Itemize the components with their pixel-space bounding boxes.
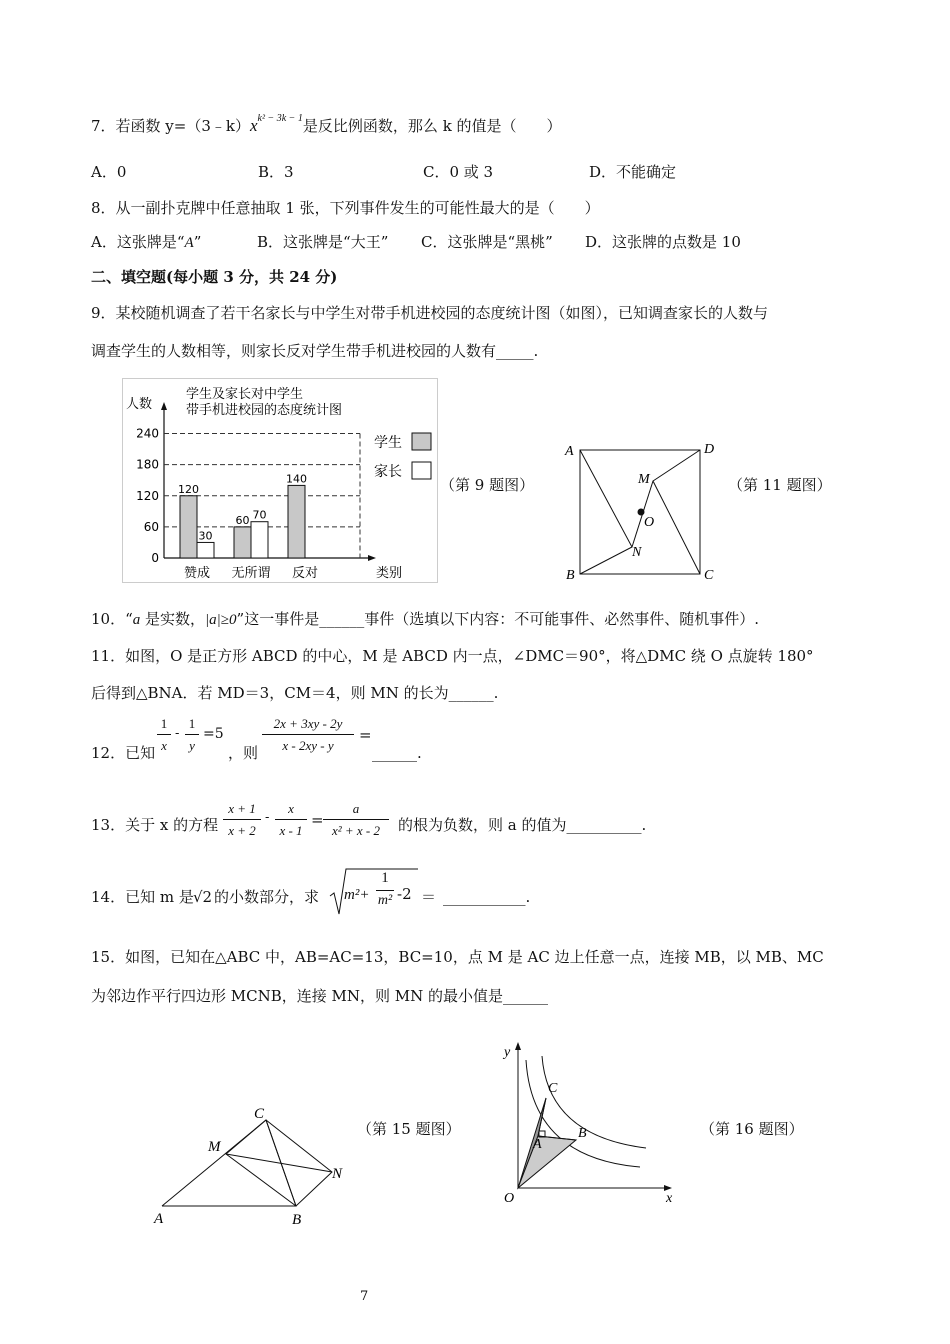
q13-frac3-bar <box>323 819 389 820</box>
label-o: O <box>504 1191 515 1206</box>
label-b: B <box>292 1212 302 1228</box>
label-n: N <box>632 545 642 560</box>
fig9-caption: （第 9 题图） <box>440 476 535 494</box>
label-b: B <box>566 568 575 583</box>
q13-frac1-num: x + 1 <box>228 801 256 816</box>
q7-base: x <box>250 116 258 135</box>
q11-line1: 11．如图，O 是正方形 ABCD 的中心，M 是 ABCD 内一点，∠DMC＝90°，将△DMC 绕 O 点旋转 180° <box>91 647 814 665</box>
chart-data-label: 120 <box>178 482 199 496</box>
chart-x-tick-label: 赞成 <box>183 566 211 581</box>
q14-expr-a-text: m²+ <box>344 887 370 903</box>
q14-frac-num: 1 <box>381 870 389 886</box>
q12-eq: = <box>359 726 372 744</box>
q7-stem <box>91 113 562 136</box>
q7-stem-a: 7．若函数 y=（3﹣k） <box>91 117 250 135</box>
q12-frac1-den: x <box>161 738 167 753</box>
q13-eq: = <box>311 811 324 829</box>
chart-x-ticks <box>184 565 318 581</box>
q13-frac2-bar <box>275 819 307 820</box>
q14-pre: 14．已知 m 是 <box>91 888 194 906</box>
chart-data-label: 30 <box>198 529 213 543</box>
q12-frac2-num: 1 <box>188 716 196 731</box>
q8-option-a <box>91 233 201 252</box>
q11-line2: 后得到△BNA．若 MD＝3，CM＝4，则 MN 的长为______. <box>91 684 499 702</box>
q14-expr-a <box>344 885 369 904</box>
chart-x-tick-label: 反对 <box>291 566 319 581</box>
outer-hyperbola <box>542 1056 646 1148</box>
q14-mid: 的小数部分，求 <box>214 888 320 906</box>
q7-option-b: B．3 <box>258 163 294 181</box>
q12-frac3-bar <box>262 734 354 735</box>
label-a: A <box>533 1137 542 1152</box>
fig16-hyperbola-diagram <box>496 1040 684 1212</box>
q10-abs: |a|≥0 <box>205 612 237 628</box>
q10 <box>91 610 759 629</box>
q13-post: 的根为负数，则 a 的值为__________. <box>398 816 647 834</box>
label-a: A <box>565 444 574 459</box>
chart-x-tick-label: 无所谓 <box>231 566 271 581</box>
q7-option-a: A．0 <box>91 163 127 181</box>
label-y: y <box>504 1045 511 1060</box>
q14-expr-b: -2 <box>397 885 412 903</box>
q13-frac1-bar <box>223 819 261 820</box>
label-c: C <box>548 1081 558 1096</box>
chart-legend-label: 家长 <box>374 464 402 480</box>
q7-option-d: D．不能确定 <box>589 163 677 181</box>
q12-pre: 12．已知 <box>91 744 156 762</box>
label-c: C <box>704 568 714 583</box>
chart-legend-label: 学生 <box>374 435 402 451</box>
chart-y-tick-label: 120 <box>136 488 159 503</box>
chart-data-label: 140 <box>286 472 307 486</box>
segments-dmc <box>653 450 700 574</box>
q14-frac-bar <box>376 890 394 891</box>
chart-bar <box>251 522 268 558</box>
chart-ylabel: 人数 <box>126 397 153 412</box>
chart-xlabel: 类别 <box>376 566 403 581</box>
page-number: 7 <box>360 1289 369 1304</box>
q14-sqrt2: √2 <box>193 888 213 906</box>
q12-blank: ______. <box>372 744 422 762</box>
q10-pre: 10．“ <box>91 610 133 628</box>
fig15-parallelogram-diagram <box>148 1098 358 1228</box>
q12-frac1-num: 1 <box>160 716 168 731</box>
label-m: M <box>638 472 650 487</box>
chart-data-label: 70 <box>252 508 267 522</box>
q13-frac2-num: x <box>288 801 294 816</box>
fig11-square-diagram <box>562 438 732 588</box>
chart-bar <box>180 496 197 558</box>
chart-data-label: 60 <box>235 513 250 527</box>
chart-legend-swatch <box>412 462 431 479</box>
q14-eq: ＝ <box>421 888 437 906</box>
q10-post: ”这一事件是______事件（选填以下内容：不可能事件、必然事件、随机事件）. <box>236 610 759 628</box>
fig11-caption: （第 11 题图） <box>728 476 832 494</box>
q12-frac3-num: 2x + 3xy - 2y <box>273 716 343 731</box>
q12-frac3-den: x - 2xy - y <box>282 738 334 753</box>
q13-frac1-den: x + 2 <box>228 823 256 838</box>
q8-option-d: D．这张牌的点数是 10 <box>585 233 741 251</box>
chart-y-tick-label: 0 <box>151 551 159 565</box>
q12-mid: ，则 <box>228 744 259 762</box>
q15-line1: 15．如图，已知在△ABC 中，AB=AC=13，BC=10，点 M 是 AC 边上任意一点，连接 MB，以 MB、MC <box>91 948 824 966</box>
q7-option-c: C．0 或 3 <box>423 163 494 181</box>
q12-frac2-bar <box>185 734 199 735</box>
chart-bar <box>288 485 305 558</box>
label-n: N <box>332 1166 343 1182</box>
label-a: A <box>154 1211 164 1227</box>
q9-line2: 调查学生的人数相等，则家长反对学生带手机进校园的人数有_____. <box>91 342 539 360</box>
q13-minus: - <box>265 810 270 825</box>
q14-blank: ___________. <box>443 888 531 906</box>
q10-var-a: a <box>132 612 141 628</box>
segment-cb <box>266 1120 296 1206</box>
chart-bar <box>197 542 214 558</box>
label-b: B <box>578 1126 587 1141</box>
chart-y-tick-label: 240 <box>136 426 159 441</box>
label-x: x <box>666 1191 673 1206</box>
y-axis-arrow <box>515 1042 521 1050</box>
q13-frac2-den: x - 1 <box>279 823 303 838</box>
triangle-abc <box>162 1120 296 1206</box>
q13-frac3-num: a <box>352 801 360 816</box>
q12-frac1-bar <box>157 734 171 735</box>
q8-option-c: C．这张牌是“黑桃” <box>421 233 553 251</box>
q13-frac3-den: x² + x - 2 <box>331 823 381 838</box>
q13-pre: 13．关于 x 的方程 <box>91 816 219 834</box>
segments-bna <box>580 450 632 574</box>
q9-line1: 9．某校随机调查了若干名家长与中学生对带手机进校园的态度统计图（如图），已知调查家长的人数与 <box>91 304 769 322</box>
q10-mid: 是实数， <box>140 610 206 628</box>
fig9-bar-chart <box>122 378 440 584</box>
fig16-caption: （第 16 题图） <box>700 1120 804 1138</box>
q12-cond: =5 <box>203 726 224 742</box>
chart-legend-swatch <box>412 433 431 450</box>
label-o: O <box>644 515 655 530</box>
q8-stem: 8．从一副扑克牌中任意抽取 1 张，下列事件发生的可能性最大的是（ ） <box>91 199 600 217</box>
fig15-caption: （第 15 题图） <box>357 1120 461 1138</box>
chart-y-tick-label: 60 <box>143 519 159 534</box>
label-m: M <box>208 1139 221 1155</box>
q8-option-b: B．这张牌是“大王” <box>257 233 389 251</box>
q14-frac-den: m² <box>377 893 393 908</box>
section-title: 二、填空题(每小题 3 分，共 24 分) <box>91 268 338 286</box>
q7-stem-b: 是反比例函数，那么 k 的值是（ ） <box>302 117 562 135</box>
q8-option-a-var: A <box>184 235 194 251</box>
segment-ca <box>538 1098 546 1136</box>
chart-title-line2: 带手机进校园的态度统计图 <box>186 403 343 418</box>
chart-y-tick-label: 180 <box>136 457 159 472</box>
q8-option-a-post: ” <box>193 233 202 251</box>
q15-line2: 为邻边作平行四边形 MCNB，连接 MN，则 MN 的最小值是______ <box>91 987 549 1005</box>
q8-option-a-pre: A．这张牌是“ <box>91 233 185 251</box>
q7-exponent: k² − 3k − 1 <box>257 113 303 124</box>
label-d: D <box>704 442 715 457</box>
chart-bar <box>234 527 251 558</box>
label-c: C <box>254 1106 265 1122</box>
chart-title-line1: 学生及家长对中学生 <box>186 387 304 402</box>
q12-frac2-den: y <box>189 738 195 753</box>
q12-minus: - <box>175 726 180 741</box>
